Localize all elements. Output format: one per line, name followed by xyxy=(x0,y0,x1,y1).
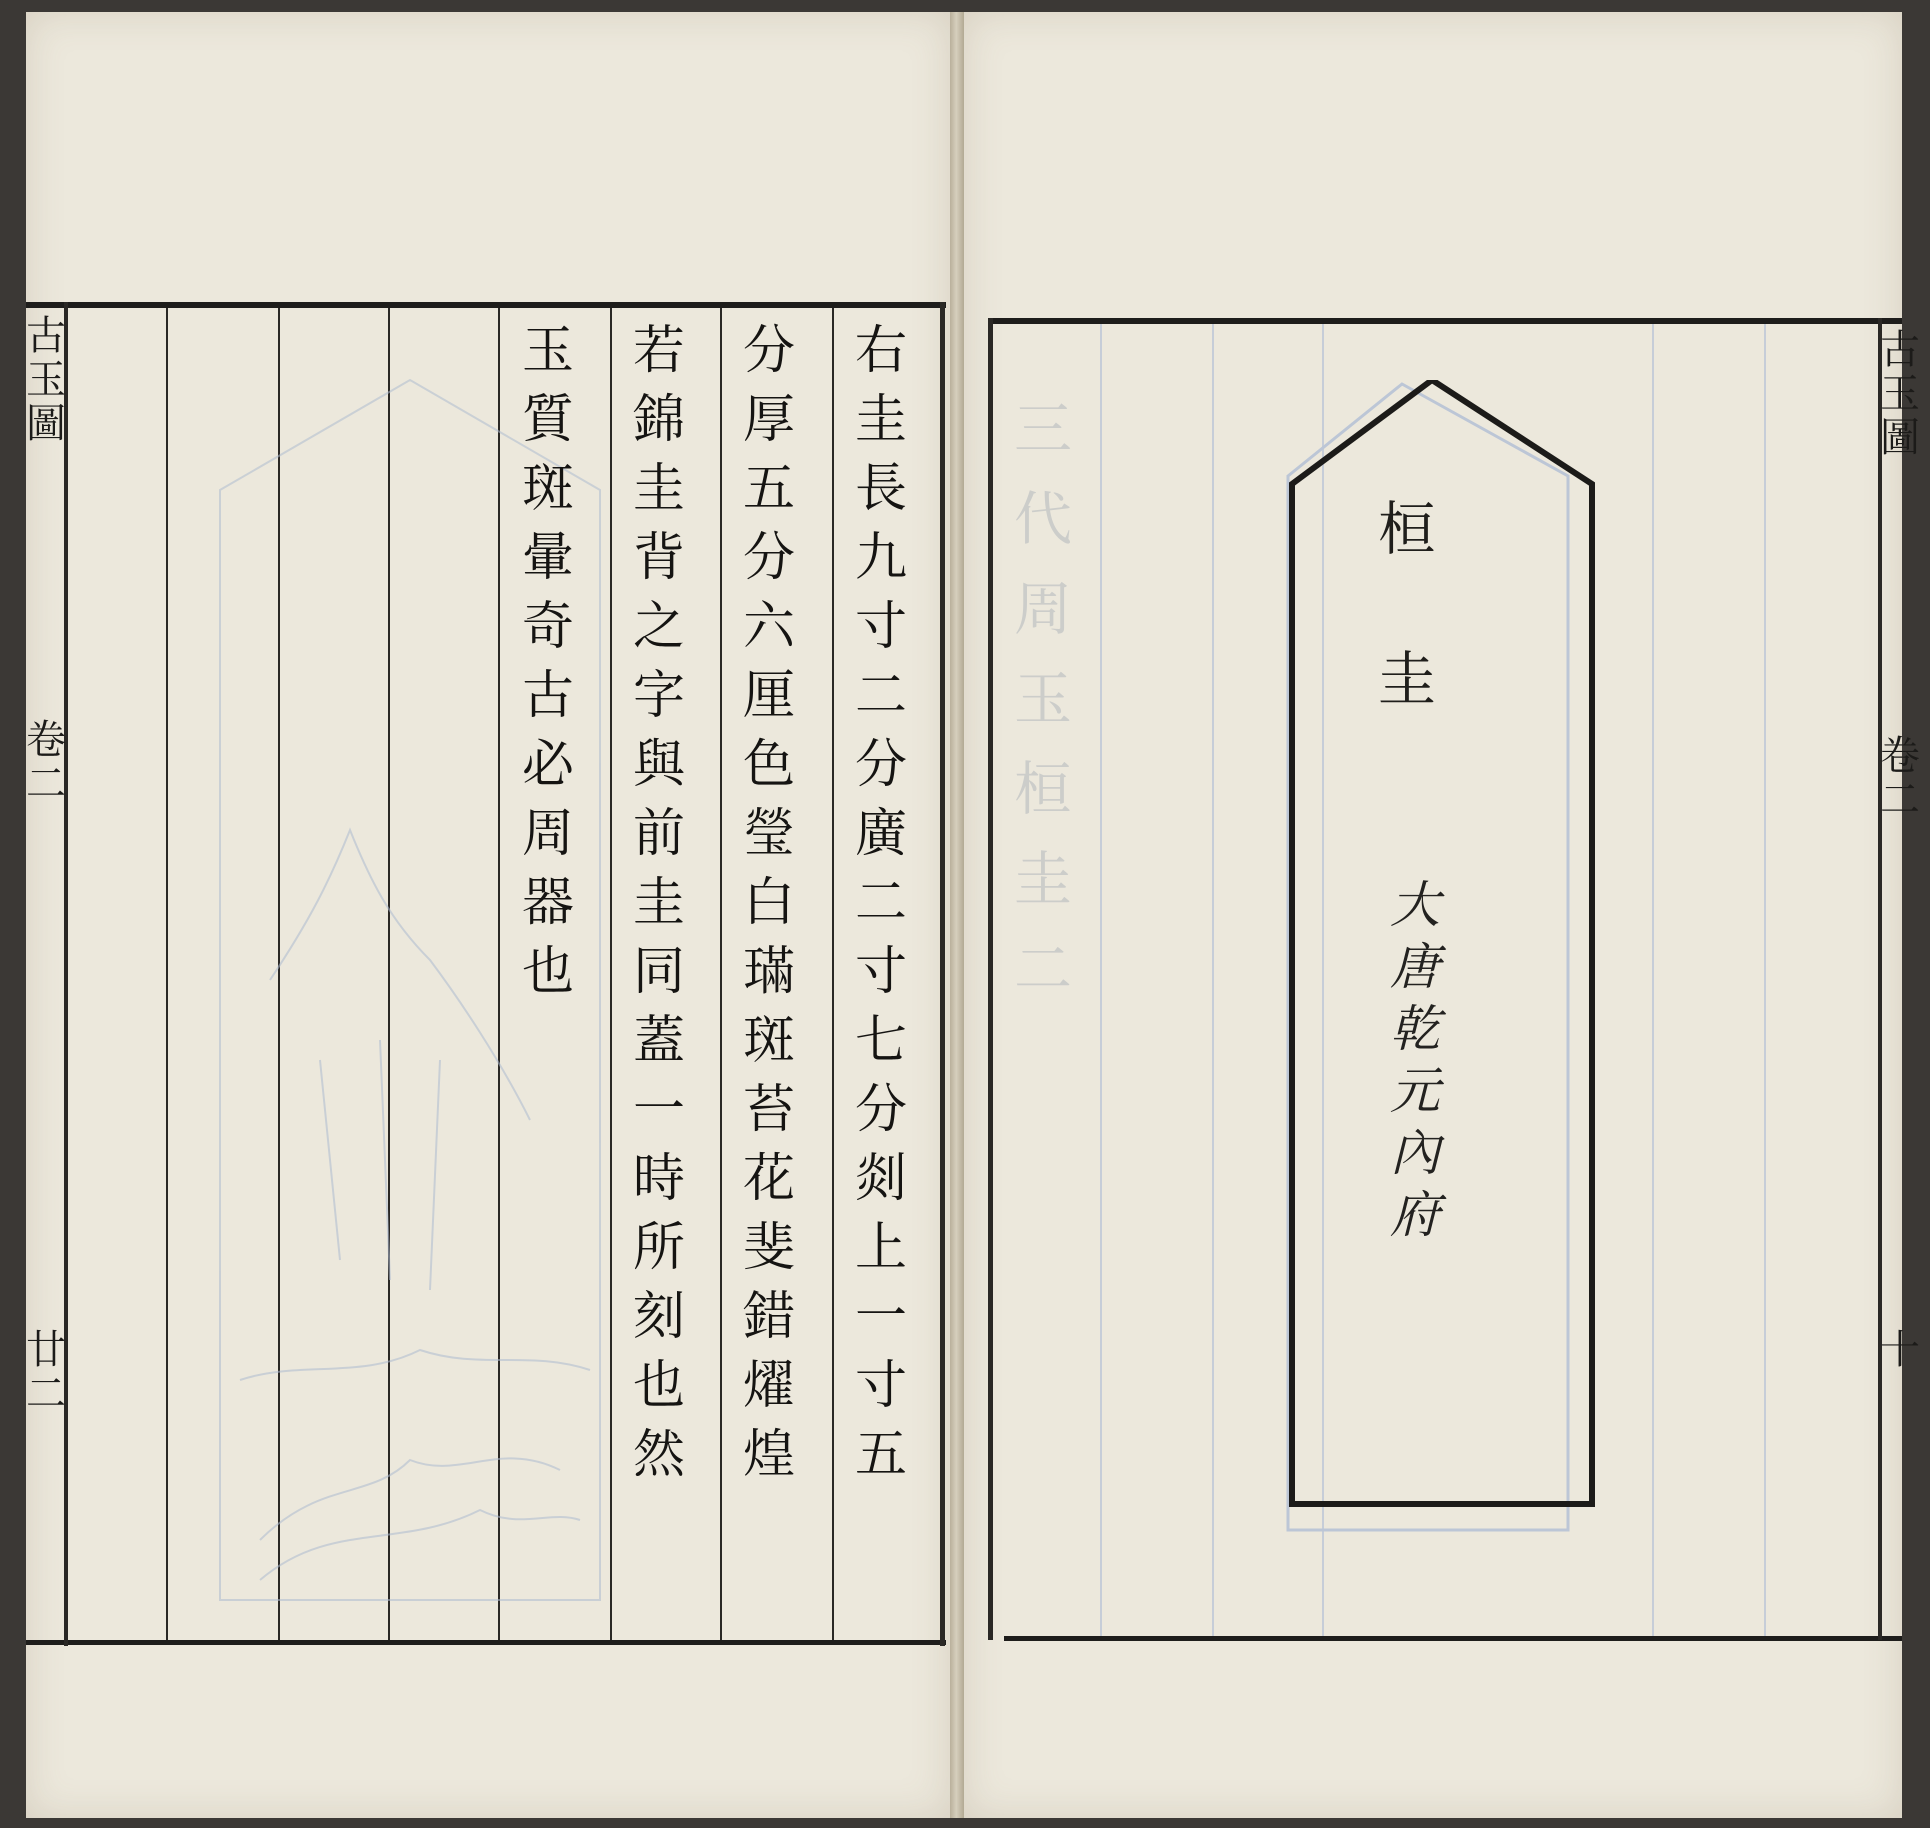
left-spine-page xyxy=(26,1327,66,1418)
title-char: 圭 xyxy=(1378,645,1437,713)
char: 周 xyxy=(521,804,574,864)
column-rule xyxy=(166,308,168,1640)
char: 質 xyxy=(521,390,574,450)
bleed-char: 圭 xyxy=(1014,845,1073,913)
char: 寸 xyxy=(854,1356,907,1416)
faint-rule xyxy=(1764,324,1766,1636)
spine-char: 圖 xyxy=(26,401,66,447)
spine-char: 十 xyxy=(1880,1327,1920,1373)
char: 古 xyxy=(521,666,574,726)
char: 玉 xyxy=(521,321,574,381)
char: 九 xyxy=(854,528,907,588)
faint-rule xyxy=(1652,324,1654,1636)
char: 一 xyxy=(854,1287,907,1347)
note-char: 大 xyxy=(1390,876,1440,934)
spine-char: 廿 xyxy=(26,1327,66,1373)
book-gutter xyxy=(950,12,964,1818)
char: 苔 xyxy=(742,1080,795,1140)
column-rule xyxy=(832,308,834,1640)
char: 花 xyxy=(742,1149,795,1209)
right-spine-text xyxy=(1880,327,1920,462)
right-spine-volume xyxy=(1880,733,1920,824)
char: 與 xyxy=(632,735,685,795)
spine-char: 古 xyxy=(26,313,66,359)
char: 若 xyxy=(632,321,685,381)
spine-char: 二 xyxy=(26,1371,66,1417)
left-spine-text xyxy=(26,313,66,448)
title-char: 桓 xyxy=(1378,495,1437,563)
char: 圭 xyxy=(854,390,907,450)
left-frame-right xyxy=(940,302,945,1646)
tablet-inscription xyxy=(1390,876,1440,1252)
text-column-1 xyxy=(838,321,924,1636)
char: 燿 xyxy=(742,1356,795,1416)
char: 背 xyxy=(632,528,685,588)
char: 刻 xyxy=(632,1287,685,1347)
char: 二 xyxy=(854,873,907,933)
column-rule xyxy=(720,308,722,1640)
spine-char: 卷 xyxy=(1880,733,1920,779)
char: 一 xyxy=(632,1080,685,1140)
char: 色 xyxy=(742,735,795,795)
char: 廣 xyxy=(854,804,907,864)
bleed-char: 代 xyxy=(1014,485,1073,553)
char: 必 xyxy=(521,735,574,795)
char: 分 xyxy=(854,735,907,795)
char: 時 xyxy=(632,1149,685,1209)
char: 也 xyxy=(521,942,574,1002)
char: 剡 xyxy=(854,1149,907,1209)
text-column-4 xyxy=(505,321,591,1015)
note-char: 乾 xyxy=(1390,1000,1440,1058)
left-spine-volume xyxy=(26,717,66,808)
char: 器 xyxy=(521,873,574,933)
gui-tablet-outline xyxy=(1282,380,1602,1740)
bleed-char: 桓 xyxy=(1014,755,1073,823)
bleed-char: 玉 xyxy=(1014,665,1073,733)
char: 寸 xyxy=(854,942,907,1002)
spine-char: 二 xyxy=(26,761,66,807)
left-top-rule xyxy=(26,302,946,308)
char: 斑 xyxy=(521,459,574,519)
spine-char: 二 xyxy=(1880,777,1920,823)
char: 暈 xyxy=(521,528,574,588)
right-frame-right xyxy=(1878,318,1882,1640)
spine-char: 卷 xyxy=(26,717,66,763)
char: 上 xyxy=(854,1218,907,1278)
char: 五 xyxy=(742,459,795,519)
char: 二 xyxy=(854,666,907,726)
note-char: 元 xyxy=(1390,1062,1440,1120)
spine-char: 古 xyxy=(1880,327,1920,373)
char: 圭 xyxy=(632,873,685,933)
char: 右 xyxy=(854,321,907,381)
right-frame-left xyxy=(988,318,993,1640)
char: 也 xyxy=(632,1356,685,1416)
spine-char: 圖 xyxy=(1880,415,1920,461)
char: 蓋 xyxy=(632,1011,685,1071)
char: 長 xyxy=(854,459,907,519)
left-bottom-rule xyxy=(26,1640,946,1645)
char: 錯 xyxy=(742,1287,795,1347)
char: 之 xyxy=(632,597,685,657)
char: 七 xyxy=(854,1011,907,1071)
text-column-3 xyxy=(616,321,702,1636)
left-frame-left xyxy=(64,302,68,1646)
bleed-char: 三 xyxy=(1014,395,1073,463)
faint-rule xyxy=(1212,324,1214,1636)
char: 分 xyxy=(742,321,795,381)
char: 厚 xyxy=(742,390,795,450)
char: 六 xyxy=(742,597,795,657)
char: 分 xyxy=(854,1080,907,1140)
char: 圭 xyxy=(632,459,685,519)
char: 奇 xyxy=(521,597,574,657)
char: 同 xyxy=(632,942,685,1002)
char: 分 xyxy=(742,528,795,588)
note-char: 唐 xyxy=(1390,938,1440,996)
char: 厘 xyxy=(742,666,795,726)
bleed-char: 二 xyxy=(1014,935,1073,1003)
char: 所 xyxy=(632,1218,685,1278)
char: 然 xyxy=(632,1425,685,1485)
char: 璊 xyxy=(742,942,795,1002)
char: 前 xyxy=(632,804,685,864)
char: 煌 xyxy=(742,1425,795,1485)
faint-rule xyxy=(1100,324,1102,1636)
note-char: 府 xyxy=(1390,1186,1440,1244)
char: 白 xyxy=(742,873,795,933)
text-column-2 xyxy=(726,321,812,1636)
char: 寸 xyxy=(854,597,907,657)
spine-char: 玉 xyxy=(26,357,66,403)
bleed-through-text xyxy=(1014,395,1073,1030)
note-char: 內 xyxy=(1390,1124,1440,1182)
tablet-title xyxy=(1378,495,1437,800)
right-spine-page xyxy=(1880,1327,1920,1374)
char: 錦 xyxy=(632,390,685,450)
char: 斐 xyxy=(742,1218,795,1278)
char: 五 xyxy=(854,1425,907,1485)
char: 字 xyxy=(632,666,685,726)
char: 瑩 xyxy=(742,804,795,864)
bleed-char: 周 xyxy=(1014,575,1073,643)
char: 斑 xyxy=(742,1011,795,1071)
spine-char: 玉 xyxy=(1880,371,1920,417)
